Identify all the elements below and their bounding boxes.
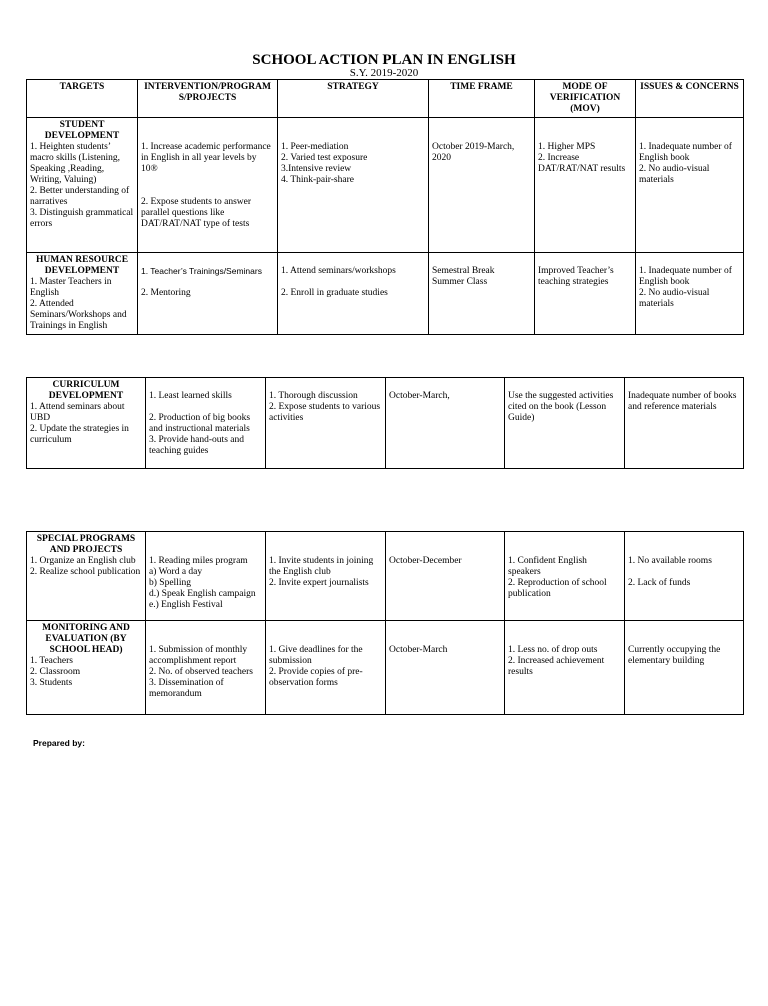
monitoring-intervention-cell xyxy=(146,621,266,715)
curriculum-strategy-cell xyxy=(266,378,386,469)
time-frame-text: October-March, xyxy=(389,391,450,401)
special-targets-cell xyxy=(27,532,146,621)
curriculum-intervention-cell xyxy=(146,378,266,469)
student-issues-cell xyxy=(636,118,744,253)
special-time-frame-cell xyxy=(386,532,505,621)
strategy-item: 1. Give deadlines for the submission xyxy=(269,645,363,666)
mov-item: 1. Higher MPS xyxy=(538,142,596,152)
intervention-item: 2. No. of observed teachers xyxy=(149,667,253,677)
header-issues: ISSUES & CONCERNS xyxy=(636,80,744,118)
intervention-item: a) Word a day xyxy=(149,567,203,577)
student-intervention-cell xyxy=(138,118,278,253)
time-frame-text: October-March xyxy=(389,645,448,655)
issue-item: 2. Lack of funds xyxy=(628,578,691,588)
target-item: 1. Heighten students’ macro skills (Listening, Speaking ,Reading, Writing, Valuing) xyxy=(30,142,120,185)
strategy-item: 1. Thorough discussion xyxy=(269,391,358,401)
issue-item: 2. No audio-visual materials xyxy=(639,288,710,309)
issue-item: 1. Inadequate number of English book xyxy=(639,266,732,287)
mov-item: 1. Confident English speakers xyxy=(508,556,587,577)
curriculum-development-row xyxy=(27,378,744,469)
header-intervention: INTERVENTION/PROGRAM S/PROJECTS xyxy=(138,80,278,118)
monitoring-row xyxy=(27,621,744,715)
student-strategy-cell xyxy=(278,118,429,253)
special-intervention-cell xyxy=(146,532,266,621)
section-heading: SPECIAL PROGRAMS AND PROJECTS xyxy=(36,534,136,555)
prepared-by-label: Prepared by: xyxy=(33,738,85,748)
strategy-item: 2. Enroll in graduate studies xyxy=(281,288,388,298)
intervention-item: 2. Expose students to answer parallel questions like DAT/RAT/NAT type of tests xyxy=(141,197,252,229)
strategy-item: 1. Invite students in joining the English club xyxy=(269,556,374,577)
time-frame-text: Semestral Break xyxy=(432,266,495,276)
hr-issues-cell xyxy=(636,253,744,335)
hr-targets-cell xyxy=(27,253,138,335)
monitoring-time-frame-cell xyxy=(386,621,505,715)
hr-time-frame-cell xyxy=(429,253,535,335)
section-heading: MONITORING AND EVALUATION (BY SCHOOL HEAD) xyxy=(42,623,130,655)
header-mov: MODE OF VERIFICATION (MOV) xyxy=(535,80,636,118)
monitoring-mov-cell xyxy=(505,621,625,715)
target-item: 2. Better understanding of narratives xyxy=(30,186,130,207)
special-strategy-cell xyxy=(266,532,386,621)
intervention-item: 3. Dissemination of memorandum xyxy=(149,678,224,699)
header-targets: TARGETS xyxy=(27,80,138,118)
mov-text: Use the suggested activities cited on the book (Lesson Guide) xyxy=(508,391,614,423)
intervention-item: b) Spelling xyxy=(149,578,191,588)
strategy-item: 2. Provide copies of pre-observation forms xyxy=(269,667,363,688)
target-item: 1. Organize an English club xyxy=(30,556,136,566)
intervention-item: 3. Provide hand-outs and teaching guides xyxy=(149,435,244,456)
section-heading: HUMAN RESOURCE DEVELOPMENT xyxy=(35,255,129,276)
strategy-item: 4. Think-pair-share xyxy=(281,175,354,185)
target-item: 1. Master Teachers in English xyxy=(30,277,112,298)
header-row xyxy=(27,80,744,118)
strategy-item: 3.Intensive review xyxy=(281,164,352,174)
target-item: 3. Students xyxy=(30,678,73,688)
hr-strategy-cell xyxy=(278,253,429,335)
hr-intervention-cell xyxy=(138,253,278,335)
student-time-frame-cell xyxy=(429,118,535,253)
monitoring-targets-cell xyxy=(27,621,146,715)
mov-item: 2. Increased achievement results xyxy=(508,656,605,677)
strategy-item: 1. Attend seminars/workshops xyxy=(281,266,396,276)
document-title: SCHOOL ACTION PLAN IN ENGLISH xyxy=(252,52,516,68)
header-time-frame: TIME FRAME xyxy=(429,80,535,118)
target-item: 1. Attend seminars about UBD xyxy=(30,402,125,423)
monitoring-strategy-cell xyxy=(266,621,386,715)
curriculum-targets-cell xyxy=(27,378,146,469)
mov-item: 2. Increase DAT/RAT/NAT results xyxy=(538,153,626,174)
time-frame-text: October-December xyxy=(389,556,462,566)
strategy-item: 1. Peer-mediation xyxy=(281,142,349,152)
target-item: 2. Attended Seminars/Workshops and Trainings in English xyxy=(30,299,127,331)
hr-development-row xyxy=(27,253,744,335)
section-heading: CURRICULUM DEVELOPMENT xyxy=(48,380,124,401)
student-targets-cell xyxy=(27,118,138,253)
mov-text: Improved Teacher’s teaching strategies xyxy=(538,266,614,287)
intervention-item: 1. Teacher’s Trainings/Seminars xyxy=(141,266,262,276)
hr-mov-cell xyxy=(535,253,636,335)
special-programs-row xyxy=(27,532,744,621)
intervention-item: e.) English Festival xyxy=(149,600,223,610)
intervention-item: 1. Submission of monthly accomplishment report xyxy=(149,645,248,666)
time-frame-text: October 2019-March, 2020 xyxy=(432,142,515,163)
intervention-item: 1. Reading miles program xyxy=(149,556,248,566)
issue-item: 2. No audio-visual materials xyxy=(639,164,710,185)
mov-item: 1. Less no. of drop outs xyxy=(508,645,598,655)
issue-item: 1. Inadequate number of English book xyxy=(639,142,732,163)
curriculum-time-frame-cell xyxy=(386,378,505,469)
special-mov-cell xyxy=(505,532,625,621)
strategy-item: 2. Expose students to various activities xyxy=(269,402,381,423)
issue-text: Currently occupying the elementary building xyxy=(628,645,721,666)
student-development-row xyxy=(27,118,744,253)
intervention-item: 1. Least learned skills xyxy=(149,391,232,401)
monitoring-issues-cell xyxy=(625,621,744,715)
target-item: 1. Teachers xyxy=(30,656,73,666)
intervention-item: 2. Mentoring xyxy=(141,288,191,298)
section-heading: STUDENT DEVELOPMENT xyxy=(44,120,120,141)
issue-text: Inadequate number of books and reference materials xyxy=(628,391,737,412)
special-issues-cell xyxy=(625,532,744,621)
strategy-item: 2. Varied test exposure xyxy=(281,153,368,163)
intervention-item: 2. Production of big books and instructional materials xyxy=(149,413,251,434)
target-item: 2. Classroom xyxy=(30,667,81,677)
curriculum-mov-cell xyxy=(505,378,625,469)
issue-item: 1. No available rooms xyxy=(628,556,712,566)
target-item: 2. Update the strategies in curriculum xyxy=(30,424,129,445)
school-year: S.Y. 2019-2020 xyxy=(349,67,419,79)
target-item: 3. Distinguish grammatical errors xyxy=(30,208,134,229)
target-item: 2. Realize school publication xyxy=(30,567,141,577)
intervention-item: 1. Increase academic performance in English in all year levels by 10® xyxy=(141,142,271,174)
curriculum-issues-cell xyxy=(625,378,744,469)
action-plan-table-2 xyxy=(26,377,744,469)
student-mov-cell xyxy=(535,118,636,253)
strategy-item: 2. Invite expert journalists xyxy=(269,578,369,588)
action-plan-table-1 xyxy=(26,79,744,335)
action-plan-table-3 xyxy=(26,531,744,715)
mov-item: 2. Reproduction of school publication xyxy=(508,578,607,599)
time-frame-text: Summer Class xyxy=(432,277,488,287)
intervention-item: d.) Speak English campaign xyxy=(149,589,256,599)
header-strategy: STRATEGY xyxy=(278,80,429,118)
